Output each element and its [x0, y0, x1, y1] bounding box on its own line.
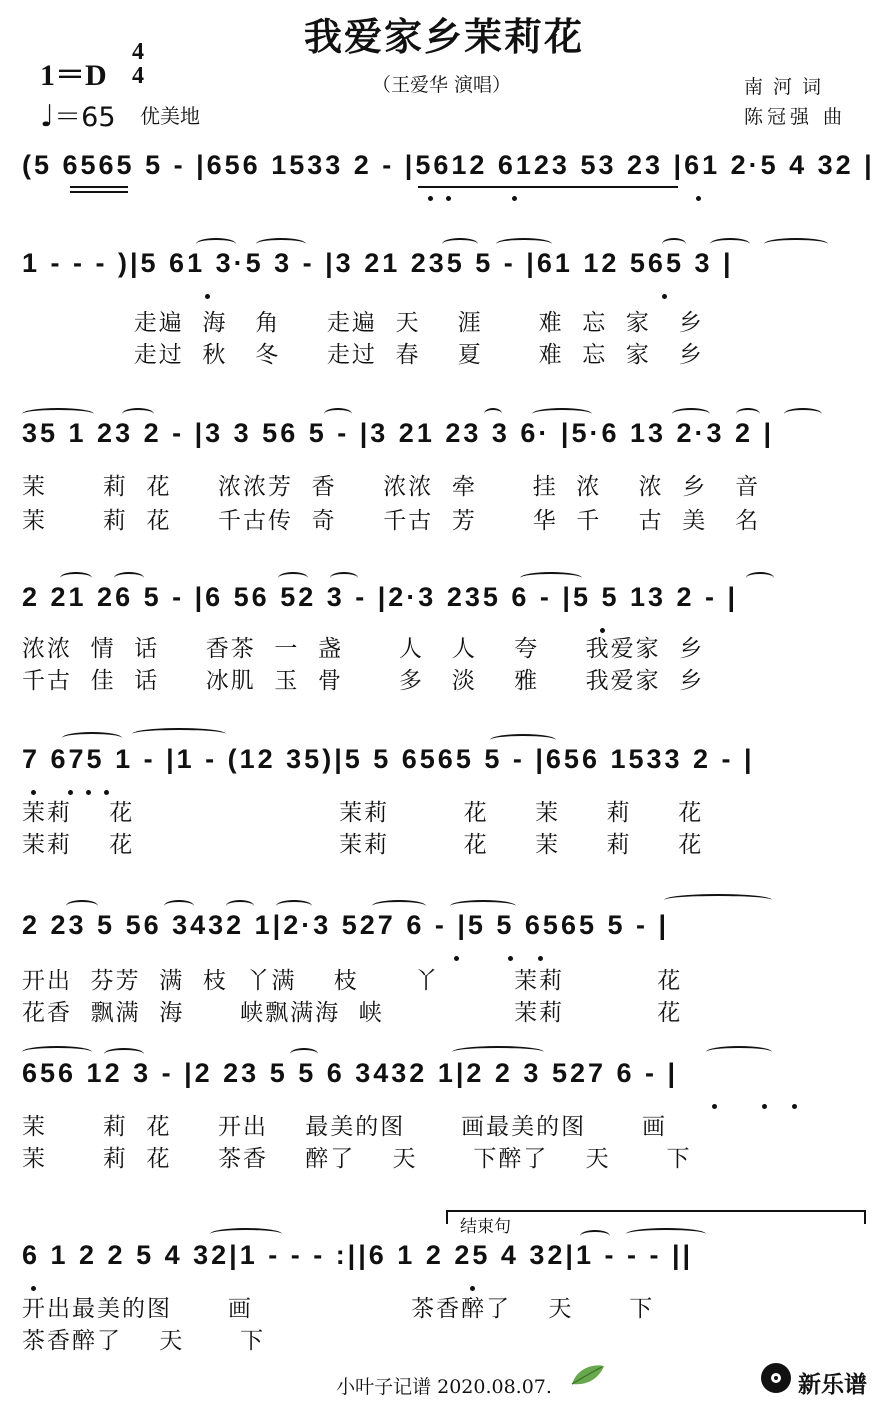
lyrics-verse-2: 茉莉 花 茉莉 花 茉 莉 花 [22, 832, 704, 858]
lyrics-verse-1: 走遍 海 角 走遍 天 涯 难 忘 家 乡 [22, 310, 704, 336]
lyrics-verse-2: 茶香醉了 天 下 [22, 1328, 266, 1354]
lyrics-verse-1: 浓浓 情 话 香茶 一 盏 人 人 夸 我爱家 乡 [22, 636, 705, 662]
notation-line: 656 12 3 - |2 23 5 5 6 3432 1|2 2 3 527 6 - | [22, 1058, 679, 1088]
singer-credit: （王爱华 演唱） [372, 74, 512, 96]
key-signature: 1＝D [40, 59, 107, 92]
lyrics-verse-2: 茉 莉 花 茶香 醉了 天 下醉了 天 下 [22, 1146, 692, 1172]
meter-bottom: 4 [132, 63, 144, 89]
lyrics-verse-2: 茉 莉 花 千古传 奇 千古 芳 华 千 古 美 名 [22, 508, 761, 534]
lyrics-verse-2: 花香 飘满 海 峡飘满海 峡 茉莉 花 [22, 1000, 683, 1026]
tempo-marking [40, 95, 116, 134]
notation-line: 2 21 26 5 - |6 56 52 3 - |2·3 235 6 - |5 5 13 2 - | [22, 582, 739, 612]
notation-line: (5 6565 5 - |656 1533 2 - |5612 6123 53 23 |61 2·5 4 32 | [22, 150, 875, 180]
notation-line: 7 675 1 - |1 - (12 35)|5 5 6565 5 - |656 1533 2 - | [22, 744, 755, 774]
tea-leaf-icon [568, 1360, 608, 1390]
notation-line: 35 1 23 2 - |3 3 56 5 - |3 21 23 3 6· |5·6 13 2·3 2 | [22, 418, 775, 448]
notation-line: 6 1 2 2 5 4 32|1 - - - :||6 1 2 25 4 32|1 - - - || [22, 1240, 694, 1270]
time-signature [132, 40, 144, 88]
composer-credit: 陈冠强 曲 [744, 106, 847, 128]
brand-name: 新乐谱 [798, 1372, 867, 1398]
lyrics-verse-1: 茉莉 花 茉莉 花 茉 莉 花 [22, 800, 704, 826]
transcriber-note: 小叶子记谱 2020.08.07. [336, 1376, 552, 1398]
lyrics-verse-2: 千古 佳 话 冰肌 玉 骨 多 淡 雅 我爱家 乡 [22, 668, 705, 694]
final-ending-label: 结束句 [460, 1217, 511, 1237]
lyrics-verse-1: 茉 莉 花 浓浓芳 香 浓浓 牵 挂 浓 浓 乡 音 [22, 474, 761, 500]
lyrics-verse-1: 茉 莉 花 开出 最美的图 画最美的图 画 [22, 1114, 668, 1140]
quarter-note-icon: ♩ [40, 99, 55, 134]
song-title: 我爱家乡茉莉花 [303, 14, 584, 59]
lyrics-verse-1: 开出最美的图 画 茶香醉了 天 下 [22, 1296, 655, 1322]
lyrics-verse-2: 走过 秋 冬 走过 春 夏 难 忘 家 乡 [22, 342, 704, 368]
notation-line: 2 23 5 56 3432 1|2·3 527 6 - |5 5 6565 5 - | [22, 910, 670, 940]
record-logo-icon [760, 1362, 792, 1394]
tempo-value: ＝65 [54, 102, 116, 133]
notation-line: 1 - - - )|5 61 3·5 3 - |3 21 235 5 - |61 12 565 3 | [22, 248, 734, 278]
lyrics-verse-1: 开出 芬芳 满 枝 丫满 枝 丫 茉莉 花 [22, 968, 683, 994]
meter-top: 4 [132, 39, 144, 65]
expression-marking: 优美地 [140, 104, 200, 128]
lyricist-credit: 南河词 [744, 76, 832, 98]
